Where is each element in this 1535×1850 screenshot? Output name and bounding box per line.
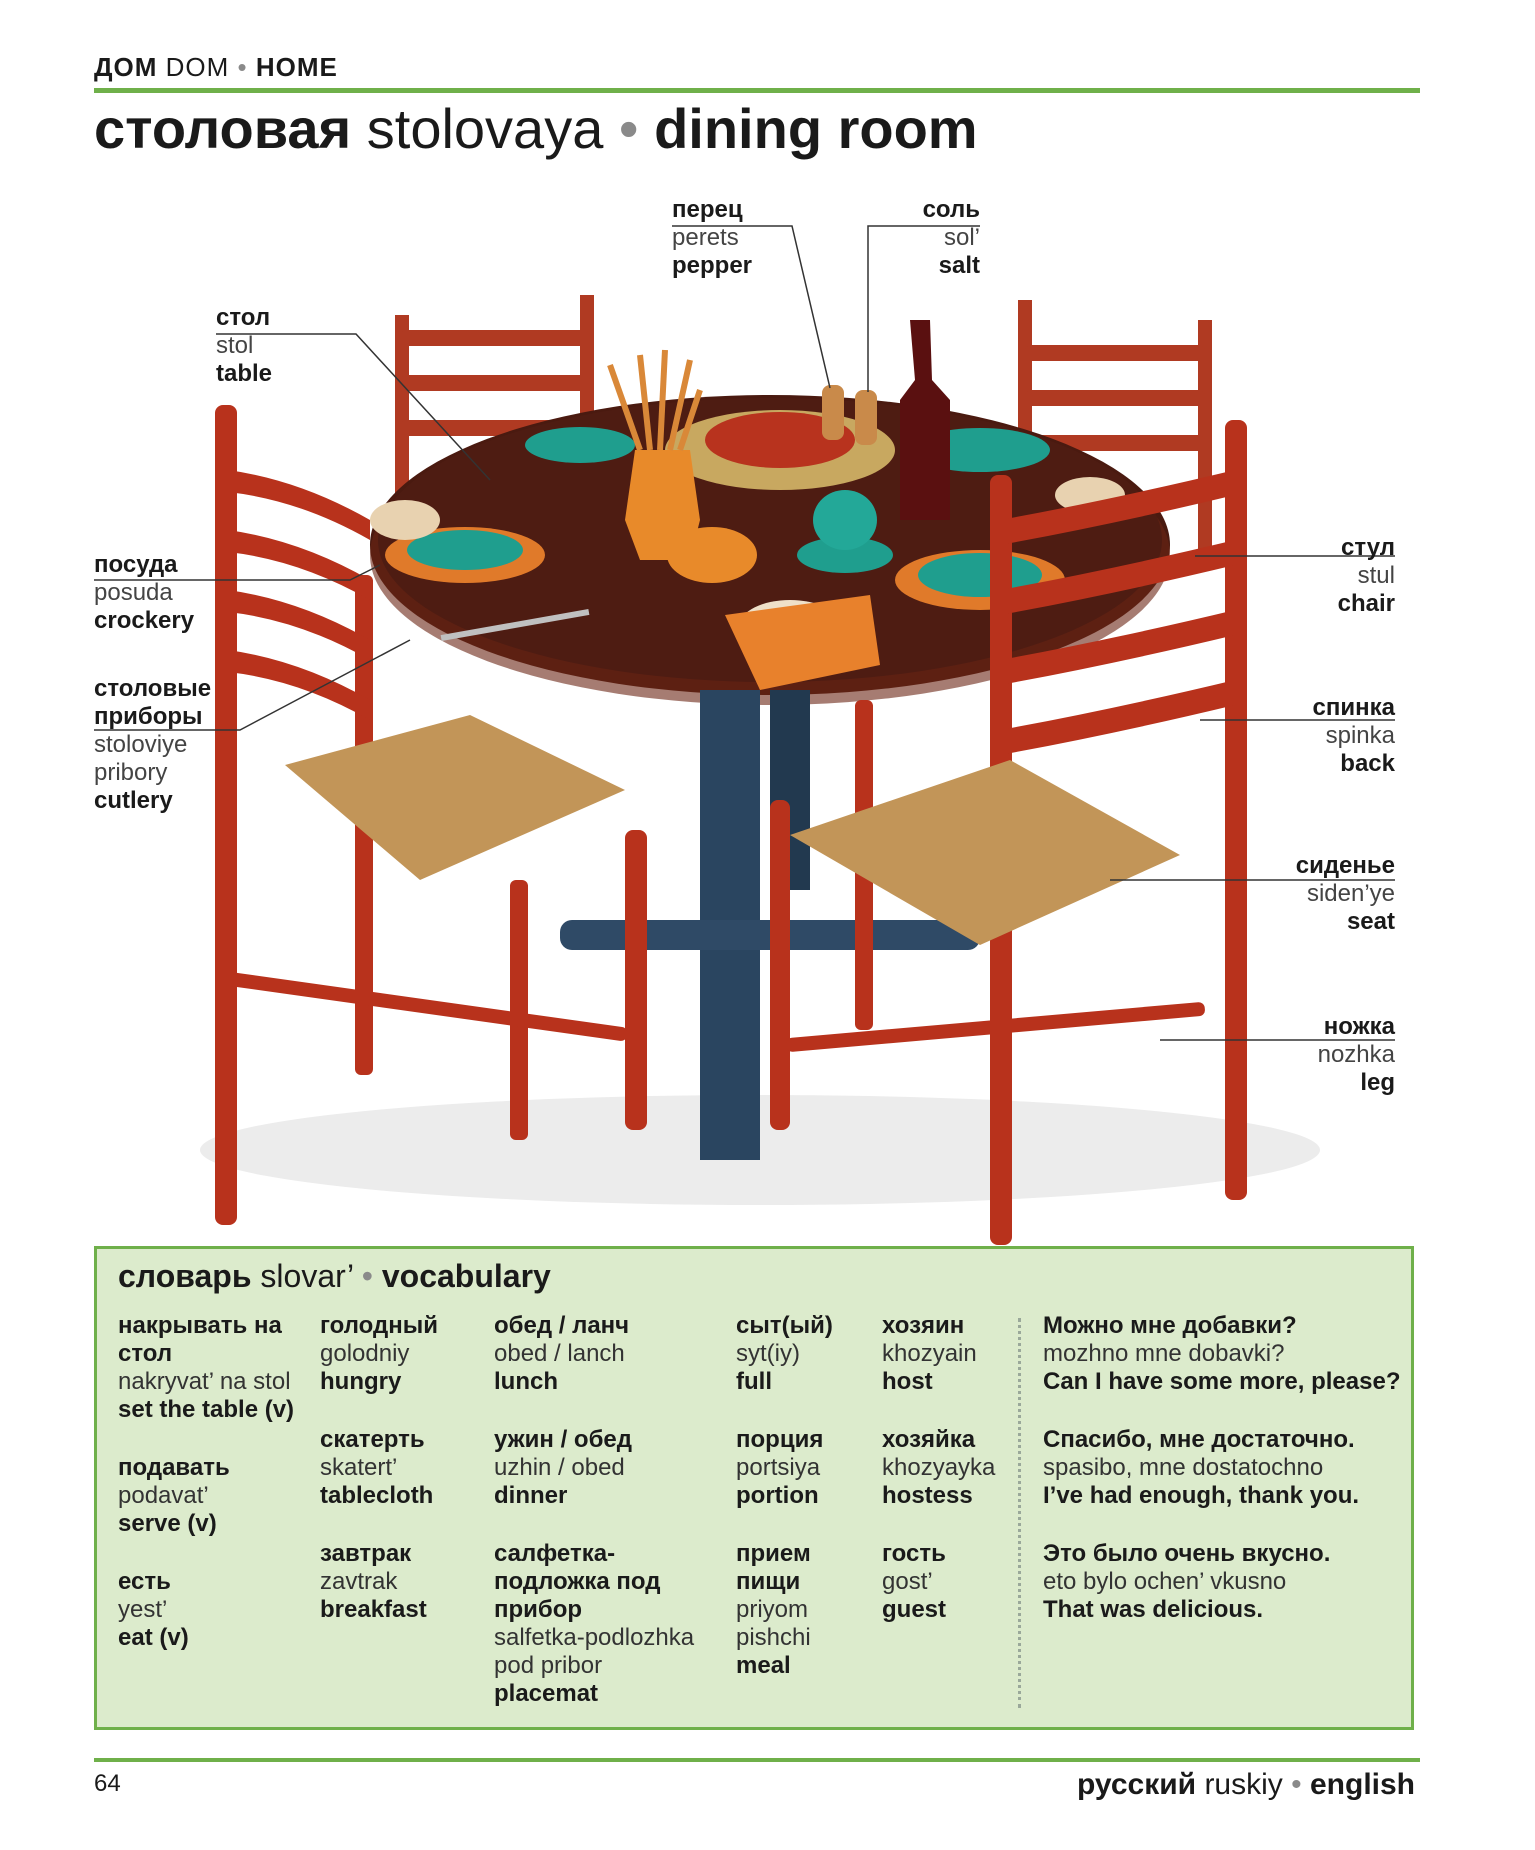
floor-shadow — [200, 1095, 1320, 1205]
napkin-orange — [725, 595, 880, 690]
back-left-chair — [395, 295, 594, 515]
vocab-entry — [118, 1454, 303, 1538]
vocab-en: set the table (v) — [118, 1396, 295, 1423]
knife — [441, 609, 590, 641]
label-translit: spinka — [1325, 722, 1395, 749]
label-translit: sol’ — [943, 224, 980, 251]
vocab-ru: подавать — [118, 1454, 230, 1481]
label-ru: посуда — [94, 551, 178, 578]
vocab-entry — [118, 1568, 303, 1652]
vocab-entry — [494, 1312, 714, 1396]
vocab-translit: salfetka-podlozhka pod pribor — [494, 1624, 695, 1679]
vocab-en: full — [736, 1368, 772, 1395]
plate-teal — [525, 427, 635, 463]
vocab-ru: есть — [118, 1568, 171, 1595]
label-ru: соль — [922, 196, 980, 223]
phrase-ru: Это было очень вкусно. — [1043, 1540, 1331, 1567]
vocab-translit: nakryvat’ na stol — [118, 1368, 291, 1395]
footer-lang-ru: русский — [1076, 1768, 1197, 1801]
vocab-divider — [1018, 1318, 1021, 1708]
label-translit: posuda — [94, 579, 173, 606]
back-right-chair — [1018, 300, 1212, 550]
vocab-translit: khozyain — [882, 1340, 977, 1367]
vocab-en: meal — [736, 1652, 791, 1679]
vocab-translit: podavat’ — [118, 1482, 209, 1509]
label-leg — [1245, 1013, 1395, 1097]
table-items — [370, 320, 1125, 690]
vocab-ru: порция — [736, 1426, 824, 1453]
vocab-ru: ужин / обед — [494, 1426, 632, 1453]
vocab-ru: голодный — [320, 1312, 438, 1339]
label-translit: stul — [1357, 562, 1395, 589]
label-translit: perets — [672, 224, 739, 251]
title-ru: столовая — [94, 97, 352, 160]
label-cutlery — [94, 675, 211, 815]
vocab-en: placemat — [494, 1680, 599, 1707]
vocab-translit: portsiya — [736, 1454, 821, 1481]
label-ru: стол — [216, 304, 271, 331]
footer-language — [1077, 1768, 1415, 1802]
breadsticks — [610, 350, 700, 450]
vocab-en: host — [882, 1368, 933, 1395]
label-en: cutlery — [94, 787, 173, 814]
vocab-ru: хозяйка — [882, 1426, 976, 1453]
vocab-en: breakfast — [320, 1596, 427, 1623]
vocab-en: hostess — [882, 1482, 973, 1509]
table-pedestal — [700, 690, 760, 1160]
rush-seat — [790, 760, 1180, 945]
separator-dot: • — [618, 97, 639, 160]
vocab-entry — [736, 1426, 866, 1510]
label-ru: столовые — [94, 675, 212, 702]
vocab-ru: прием пищи — [736, 1540, 811, 1595]
front-right-chair — [770, 420, 1247, 1245]
page-number: 64 — [94, 1770, 121, 1797]
orange-bowl — [667, 527, 757, 583]
plate-teal — [385, 527, 545, 583]
vocab-entry — [736, 1312, 866, 1396]
vocab-ru: хозяин — [882, 1312, 965, 1339]
vocab-ru: салфетка-подложка под прибор — [494, 1540, 661, 1623]
phrase-en: I’ve had enough, thank you. — [1043, 1482, 1360, 1509]
vocab-entry — [882, 1312, 1012, 1396]
bread-roll — [1055, 477, 1125, 513]
vocab-translit: syt(iy) — [736, 1340, 800, 1367]
vocab-entry — [736, 1540, 866, 1680]
vocab-column-1 — [118, 1312, 303, 1682]
salt-mill — [855, 390, 877, 445]
label-ru: спинка — [1312, 694, 1395, 721]
phrase-entry — [1043, 1312, 1403, 1396]
label-ru: перец — [672, 196, 743, 223]
phrase-translit: mozhno mne dobavki? — [1043, 1340, 1285, 1367]
label-translit: nozhka — [1317, 1041, 1395, 1068]
bread-roll — [370, 500, 440, 540]
vocab-column-5 — [882, 1312, 1012, 1654]
vocab-en: tablecloth — [320, 1482, 434, 1509]
label-pepper — [672, 196, 752, 280]
vocab-title-ru: словарь — [118, 1258, 252, 1294]
vocab-translit: golodniy — [320, 1340, 410, 1367]
footer-lang-translit: ruskiy — [1204, 1768, 1283, 1801]
header-rule — [94, 88, 1420, 93]
vocab-entry — [320, 1540, 485, 1624]
vocab-entry — [882, 1540, 1012, 1624]
vocab-entry — [320, 1312, 485, 1396]
vocab-ru: накрывать на стол — [118, 1312, 282, 1367]
vocab-en: eat (v) — [118, 1624, 189, 1651]
vocab-en: dinner — [494, 1482, 568, 1509]
phrase-entry — [1043, 1540, 1403, 1624]
label-ru: стул — [1341, 534, 1395, 561]
page-title — [94, 96, 978, 161]
vocab-translit: yest’ — [118, 1596, 168, 1623]
label-translit: siden’ye — [1306, 880, 1395, 907]
label-en: crockery — [94, 607, 195, 634]
label-en: salt — [938, 252, 980, 279]
vocab-entry — [494, 1540, 714, 1708]
vocab-translit: zavtrak — [320, 1568, 398, 1595]
phrase-entry — [1043, 1426, 1403, 1510]
label-translit: pribory — [94, 759, 168, 786]
rush-seat — [285, 715, 625, 880]
footer-rule — [94, 1758, 1420, 1762]
table — [370, 395, 1170, 1160]
vocab-en: hungry — [320, 1368, 402, 1395]
label-en: seat — [1346, 908, 1395, 935]
label-translit: stoloviye — [94, 731, 188, 758]
label-ru: приборы — [94, 703, 203, 730]
vocab-entry — [494, 1426, 714, 1510]
spaghetti-bowl — [665, 410, 895, 490]
orange-jug — [625, 450, 700, 560]
pepper-mill — [822, 385, 844, 440]
vocab-ru: сыт(ый) — [736, 1312, 833, 1339]
vocab-en: portion — [736, 1482, 819, 1509]
label-back — [1245, 694, 1395, 778]
label-en: pepper — [672, 252, 753, 279]
vocab-en: serve (v) — [118, 1510, 217, 1537]
vocab-entry — [320, 1426, 485, 1510]
phrase-translit: eto bylo ochen’ vkusno — [1043, 1568, 1287, 1595]
phrase-translit: spasibo, mne dostatochno — [1043, 1454, 1324, 1481]
label-en: back — [1340, 750, 1395, 777]
vocab-column-3 — [494, 1312, 714, 1738]
vocab-phrases — [1043, 1312, 1403, 1654]
plate-teal — [910, 428, 1050, 472]
vocab-translit: uzhin / obed — [494, 1454, 625, 1481]
vocab-ru: завтрак — [320, 1540, 412, 1567]
section-ru: ДОМ — [94, 52, 158, 82]
label-en: chair — [1337, 590, 1395, 617]
butter-dish — [797, 537, 893, 573]
title-translit: stolovaya — [366, 97, 604, 160]
phrase-en: That was delicious. — [1043, 1596, 1264, 1623]
wine-bottle — [900, 320, 950, 520]
vocab-title-translit: slovar’ — [260, 1258, 353, 1294]
vocabulary-title — [118, 1258, 551, 1295]
vocab-ru: гость — [882, 1540, 946, 1567]
phrase-ru: Спасибо, мне достаточно. — [1043, 1426, 1355, 1453]
vocab-entry — [882, 1426, 1012, 1510]
label-en: table — [216, 360, 273, 387]
label-seat — [1245, 852, 1395, 936]
section-translit: DOM — [165, 52, 230, 82]
separator-dot: • — [1291, 1768, 1302, 1801]
bread-roll — [740, 600, 840, 650]
vocab-title-en: vocabulary — [381, 1258, 551, 1294]
label-en: leg — [1360, 1069, 1395, 1096]
vocab-translit: khozyayka — [882, 1454, 996, 1481]
plate-teal — [895, 550, 1065, 610]
label-translit: stol — [216, 332, 254, 359]
vocab-column-4 — [736, 1312, 866, 1710]
vocab-column-2 — [320, 1312, 485, 1654]
front-left-chair — [215, 405, 647, 1225]
vocab-ru: скатерть — [320, 1426, 425, 1453]
leader-lines — [94, 226, 1395, 1040]
vocab-en: lunch — [494, 1368, 558, 1395]
separator-dot: • — [361, 1258, 373, 1294]
label-ru: сиденье — [1295, 852, 1395, 879]
vocab-translit: priyom pishchi — [736, 1596, 811, 1651]
vocab-translit: skatert’ — [320, 1454, 398, 1481]
label-chair — [1245, 534, 1395, 618]
label-salt — [880, 196, 980, 280]
label-ru: ножка — [1323, 1013, 1395, 1040]
vocab-entry — [118, 1312, 303, 1424]
vocab-translit: obed / lanch — [494, 1340, 625, 1367]
section-heading — [94, 52, 338, 83]
phrase-en: Can I have some more, please? — [1043, 1368, 1401, 1395]
table-edge — [370, 405, 1170, 705]
title-en: dining room — [654, 97, 978, 160]
label-crockery — [94, 551, 194, 635]
label-table — [216, 304, 272, 388]
section-en: HOME — [255, 52, 338, 82]
vocab-ru: обед / ланч — [494, 1312, 630, 1339]
footer-lang-en: english — [1309, 1768, 1415, 1801]
vocab-translit: gost’ — [882, 1568, 933, 1595]
phrase-ru: Можно мне добавки? — [1043, 1312, 1297, 1339]
table-top — [370, 395, 1170, 695]
vocab-en: guest — [882, 1596, 947, 1623]
separator-dot: • — [237, 52, 248, 82]
